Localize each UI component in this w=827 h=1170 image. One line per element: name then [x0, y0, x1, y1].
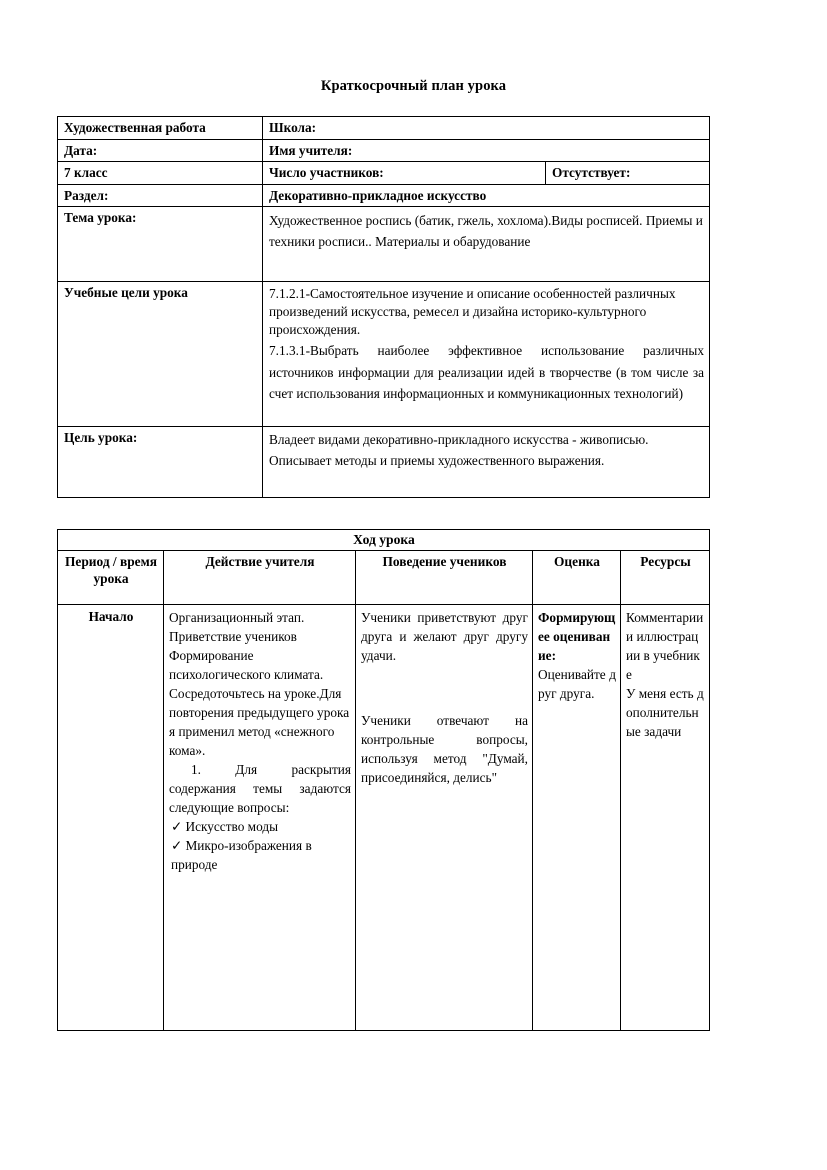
info-label-topic: Тема урока: [58, 207, 263, 282]
table-row [58, 184, 710, 207]
lesson-info-table [57, 116, 710, 498]
info-value-teacher-name: Имя учителя: [263, 139, 710, 162]
info-value-participants: Число участников: [263, 162, 546, 185]
lesson-flow-banner: Ход урока [58, 530, 710, 551]
info-label-objectives: Учебные цели урока [58, 282, 263, 427]
check-icon: ✓ [171, 837, 183, 853]
teacher-action-bullet-1-label: Искусство моды [185, 818, 279, 834]
info-value-goal [263, 427, 710, 498]
info-label-goal: Цель урока: [58, 427, 263, 498]
lesson-flow-table [57, 529, 710, 1031]
table-row-banner [58, 530, 710, 551]
goal-line-1: Владеет видами декоративно-прикладного искусства - живописью. [269, 432, 649, 448]
info-value-topic: Художественное роспись (батик, гжель, хохлома).Виды росписей. Приемы и техники росписи.. Материалы и обарудование [263, 207, 710, 282]
objective-2: 7.1.3.1-Выбрать наиболее эффективное использование различных источников информации для реализации идей в творчестве (в том числе за счет использования информационных и коммуникационных технологий) [269, 343, 705, 402]
teacher-action-bullet-2 [169, 836, 351, 874]
table-row [58, 282, 710, 427]
column-header-teacher-action: Действие учителя [164, 550, 356, 604]
table-row [58, 604, 710, 1030]
resources-line-1: Комментарии и иллюстрации в учебнике [626, 609, 704, 682]
table-header-row [58, 550, 710, 604]
cell-assessment [533, 604, 621, 1030]
info-value-objectives [263, 282, 710, 427]
info-label-date: Дата: [58, 139, 263, 162]
cell-teacher-action [164, 604, 356, 1030]
page-title: Краткосрочный план урока [320, 78, 507, 94]
table-row [58, 139, 710, 162]
teacher-action-paragraph-3: 1. Для раскрытия содержания темы задаются следующие вопросы: [169, 761, 351, 815]
table-row [58, 117, 710, 140]
cell-student-behavior [356, 604, 533, 1030]
resources-line-2: У меня есть дополнительные задачи [626, 685, 704, 739]
info-value-absent: Отсутствует: [546, 162, 710, 185]
teacher-action-bullet-1 [169, 817, 351, 836]
student-behavior-paragraph-2: Ученики отвечают на контрольные вопросы, используя метод "Думай, присоединяйся, делись" [361, 712, 528, 785]
info-value-section: Декоративно-прикладное искусство [263, 184, 710, 207]
teacher-action-paragraph-1: Организационный этап. Приветствие учеников Формирование психологического климата. [169, 609, 324, 682]
column-header-resources: Ресурсы [621, 550, 710, 604]
column-header-period: Период / время урока [58, 550, 164, 604]
info-label-artwork: Художественная работа [58, 117, 263, 140]
assessment-text: Оценивайте друг друга. [538, 666, 616, 701]
spacer [361, 665, 528, 711]
cell-resources [621, 604, 710, 1030]
teacher-action-paragraph-2: Сосредоточьтесь на уроке.Для повторения предыдущего урока я применил метод «снежного кома». [169, 685, 350, 758]
info-label-section: Раздел: [58, 184, 263, 207]
check-icon: ✓ [171, 818, 183, 834]
table-row [58, 427, 710, 498]
column-header-student-behavior: Поведение учеников [356, 550, 533, 604]
teacher-action-bullet-2-label: Микро-изображения в природе [171, 837, 312, 872]
table-row [58, 162, 710, 185]
assessment-label: Формирующее оценивание: [538, 609, 616, 663]
student-behavior-paragraph-1: Ученики приветствуют друг друга и желают друг другу удачи. [361, 609, 528, 663]
info-value-school: Школа: [263, 117, 710, 140]
table-row [58, 207, 710, 282]
cell-period-start: Начало [58, 604, 164, 1030]
objective-1: 7.1.2.1-Самостоятельное изучение и описание особенностей различных произведений искусства, ремесел и дизайна историко-культурного происхождения. [269, 286, 676, 338]
column-header-assessment: Оценка [533, 550, 621, 604]
goal-line-2: Описывает методы и приемы художественного выражения. [269, 453, 605, 469]
info-label-class: 7 класс [58, 162, 263, 185]
